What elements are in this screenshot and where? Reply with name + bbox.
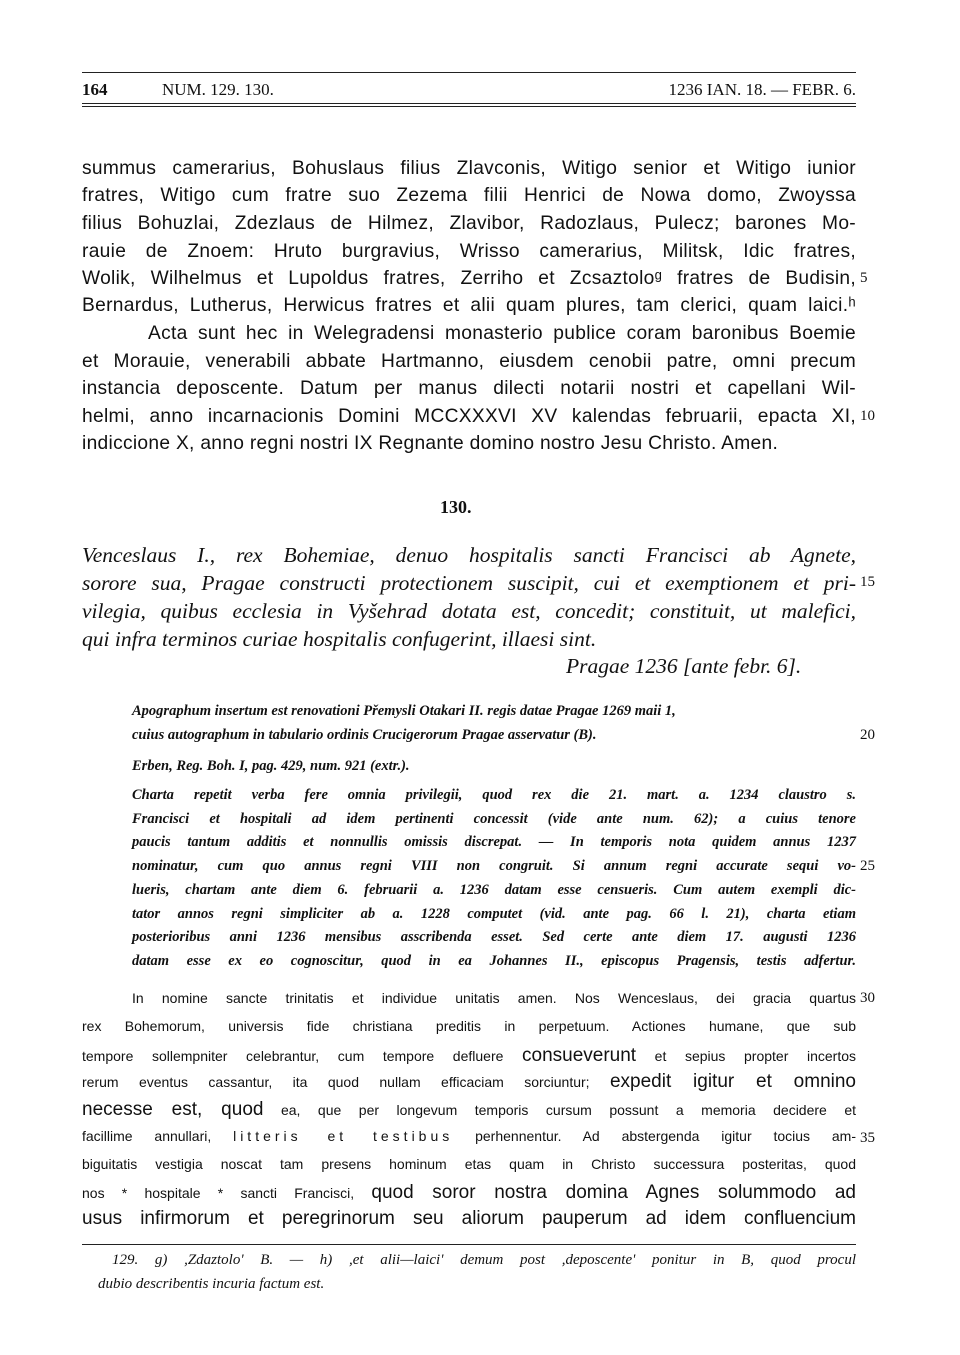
charter-text-large: usus infirmorum et peregrinorum seu aliorum pauperum ad idem confluencium (82, 1208, 856, 1229)
charter-text-large: consueverunt (522, 1045, 637, 1066)
note-line: tator annos regni simpliciter ab a. 1228 computet (vid. ante pag. 66 l. 21), charta etiam (132, 906, 856, 922)
charter-text: ea, que per longevum temporis cursum possunt a memoria decidere et (263, 1102, 856, 1118)
doc129-line: rauie de Znoem: Hruto burgravius, Wrisso camerarius, Militsk, Idic fratres, (82, 241, 856, 262)
summary-line: qui infra terminos curiae hospitalis confugerint, illaesi sint. (82, 627, 597, 651)
doc129-line: summus camerarius, Bohuslaus filius Zlavconis, Witigo senior et Witigo iunior (82, 158, 856, 179)
charter-text: facillime annullari, (82, 1128, 234, 1144)
note-line: paucis tantum additis et nonnullis omissis discrepat. — In temporis nota quidem annus 1237 (132, 834, 856, 850)
charter-line (82, 1099, 856, 1121)
charter-text-large: quod soror nostra domina Agnes solummodo ad (371, 1182, 856, 1203)
margin-line-number: 30 (860, 990, 875, 1006)
charter-line (82, 1071, 856, 1093)
doc129-line: helmi, anno incarnacionis Domini MCCXXXVI XV kalendas februarii, epacta XI, (82, 406, 856, 427)
note-line: Apographum insertum est renovationi Přemysli Otakari II. regis datae Pragae 1269 maii 1, (132, 703, 676, 719)
charter-text: rerum eventus cassantur, ita quod nullam efficaciam sorciuntur; (82, 1074, 610, 1090)
charter-line (82, 1208, 856, 1230)
doc129-line: fratres, Witigo cum fratre suo Zezema filii Henrici de Nowa domo, Zwoyssa (82, 185, 856, 206)
charter-text-large: expedit igitur et omnino (609, 1071, 856, 1092)
doc129-line: Wolik, Wilhelmus et Lupoldus fratres, Zerriho et Zcsaztoloᵍ fratres de Budisin, (82, 268, 856, 289)
note-line: nominatur, cum quo annus regni VIII non congruit. Si annum regni accurate sequi vo- (132, 858, 856, 874)
footnote-line: dubio describentis incuria factum est. (98, 1276, 325, 1292)
charter-text: biguitatis vestigia noscat tam presens hominum etas quam in Christo successura posteritas, quod (82, 1156, 856, 1172)
margin-line-number: 35 (860, 1130, 875, 1146)
charter-text: tempore sollempniter celebrantur, cum tempore defluere (82, 1048, 522, 1064)
note-line: posterioribus anni 1236 mensibus asscribenda esset. Sed certe ante diem 17. augusti 1236 (132, 929, 856, 945)
doc129-line: et Morauie, venerabili abbate Hartmanno, eiusdem cenobii patre, omni precum (82, 351, 856, 372)
note-line: cuius autographum in tabulario ordinis Crucigerorum Pragae asservatur (B). (132, 727, 597, 743)
doc129-line: indiccione X, anno regni nostri IX Regnante domino nostro Jesu Christo. Amen. (82, 433, 779, 454)
doc129-line: Bernardus, Lutherus, Herwicus fratres et alii quam plures, tam clerici, quam laici.ʰ (82, 295, 856, 316)
place-date: Pragae 1236 [ante febr. 6]. (566, 654, 802, 678)
charter-line (132, 990, 856, 1006)
charter-text-spaced: litteris et testibus (233, 1128, 454, 1144)
doc129-line: Acta sunt hec in Welegradensi monasterio publice coram baronibus Boemie (148, 323, 856, 344)
charter-text: perhennentur. Ad abstergenda igitur tocius am- (453, 1128, 856, 1144)
note-line: Francisci et hospitali ad idem pertinenti concessit (vide ante num. 62); a cuius tenore (132, 811, 856, 827)
running-header (82, 80, 856, 102)
charter-line (82, 1182, 856, 1204)
charter-text: nos * hospitale * sancti Francisci, (82, 1185, 372, 1201)
margin-line-number: 25 (860, 858, 875, 874)
summary-line: vilegia, quibus ecclesia in Vyšehrad dotata est, concedit; constituit, ut malefici, (82, 599, 856, 623)
margin-line-number: 15 (860, 574, 875, 590)
note-line: Erben, Reg. Boh. I, pag. 429, num. 921 (extr.). (132, 758, 410, 774)
charter-line (82, 1045, 856, 1067)
doc129-line: instancia deposcente. Datum per manus dilecti notarii nostri et capellani Wil- (82, 378, 856, 399)
document-number: 130. (440, 497, 472, 517)
header-top-rule (82, 72, 856, 73)
doc129-line: filius Bohuzlai, Zdezlaus de Hilmez, Zlavibor, Radozlaus, Pulecz; barones Mo- (82, 213, 856, 234)
charter-line (82, 1128, 856, 1144)
margin-line-number: 20 (860, 727, 875, 743)
note-line: lueris, chartam ante diem 6. februarii a. 1236 datam esse censueris. Cum autem exempli dic- (132, 882, 856, 898)
charter-text-large: necesse est, quod (82, 1099, 264, 1120)
note-line: datam esse ex eo cognoscitur, quod in ea Johannes II., episcopus Pragensis, testis adfertur. (132, 953, 856, 969)
charter-text: et sepius propter incertos (636, 1048, 856, 1064)
page-number: 164 (82, 80, 108, 99)
header-bottom-rule-2 (82, 106, 856, 107)
note-line: Charta repetit verba fere omnia privilegii, quod rex die 21. mart. a. 1234 claustro s. (132, 787, 856, 803)
margin-line-number: 5 (860, 270, 868, 286)
footnote-line: 129. g) ,Zdaztolo' B. — h) ,et alii—laici' demum post ,deposcente' ponitur in B, quod procul (112, 1252, 856, 1268)
summary-line: Venceslaus I., rex Bohemiae, denuo hospitalis sancti Francisci ab Agnete, (82, 543, 856, 567)
summary-line: sorore sua, Pragae constructi protectionem suscipit, cui et exemptionem et pri- (82, 571, 856, 595)
charter-text: In nomine sancte trinitatis et individue unitatis amen. Nos Wenceslaus, dei gracia quartus (132, 990, 856, 1006)
header-doc-numbers: NUM. 129. 130. (162, 80, 274, 99)
header-date-range: 1236 IAN. 18. — FEBR. 6. (668, 80, 856, 99)
charter-text: rex Bohemorum, universis fide christiana preditis in perpetuum. Actiones humane, que sub (82, 1018, 856, 1034)
charter-line (82, 1156, 856, 1172)
footnote-rule (82, 1244, 856, 1245)
charter-line (82, 1018, 856, 1034)
header-bottom-rule (82, 103, 856, 104)
margin-line-number: 10 (860, 408, 875, 424)
